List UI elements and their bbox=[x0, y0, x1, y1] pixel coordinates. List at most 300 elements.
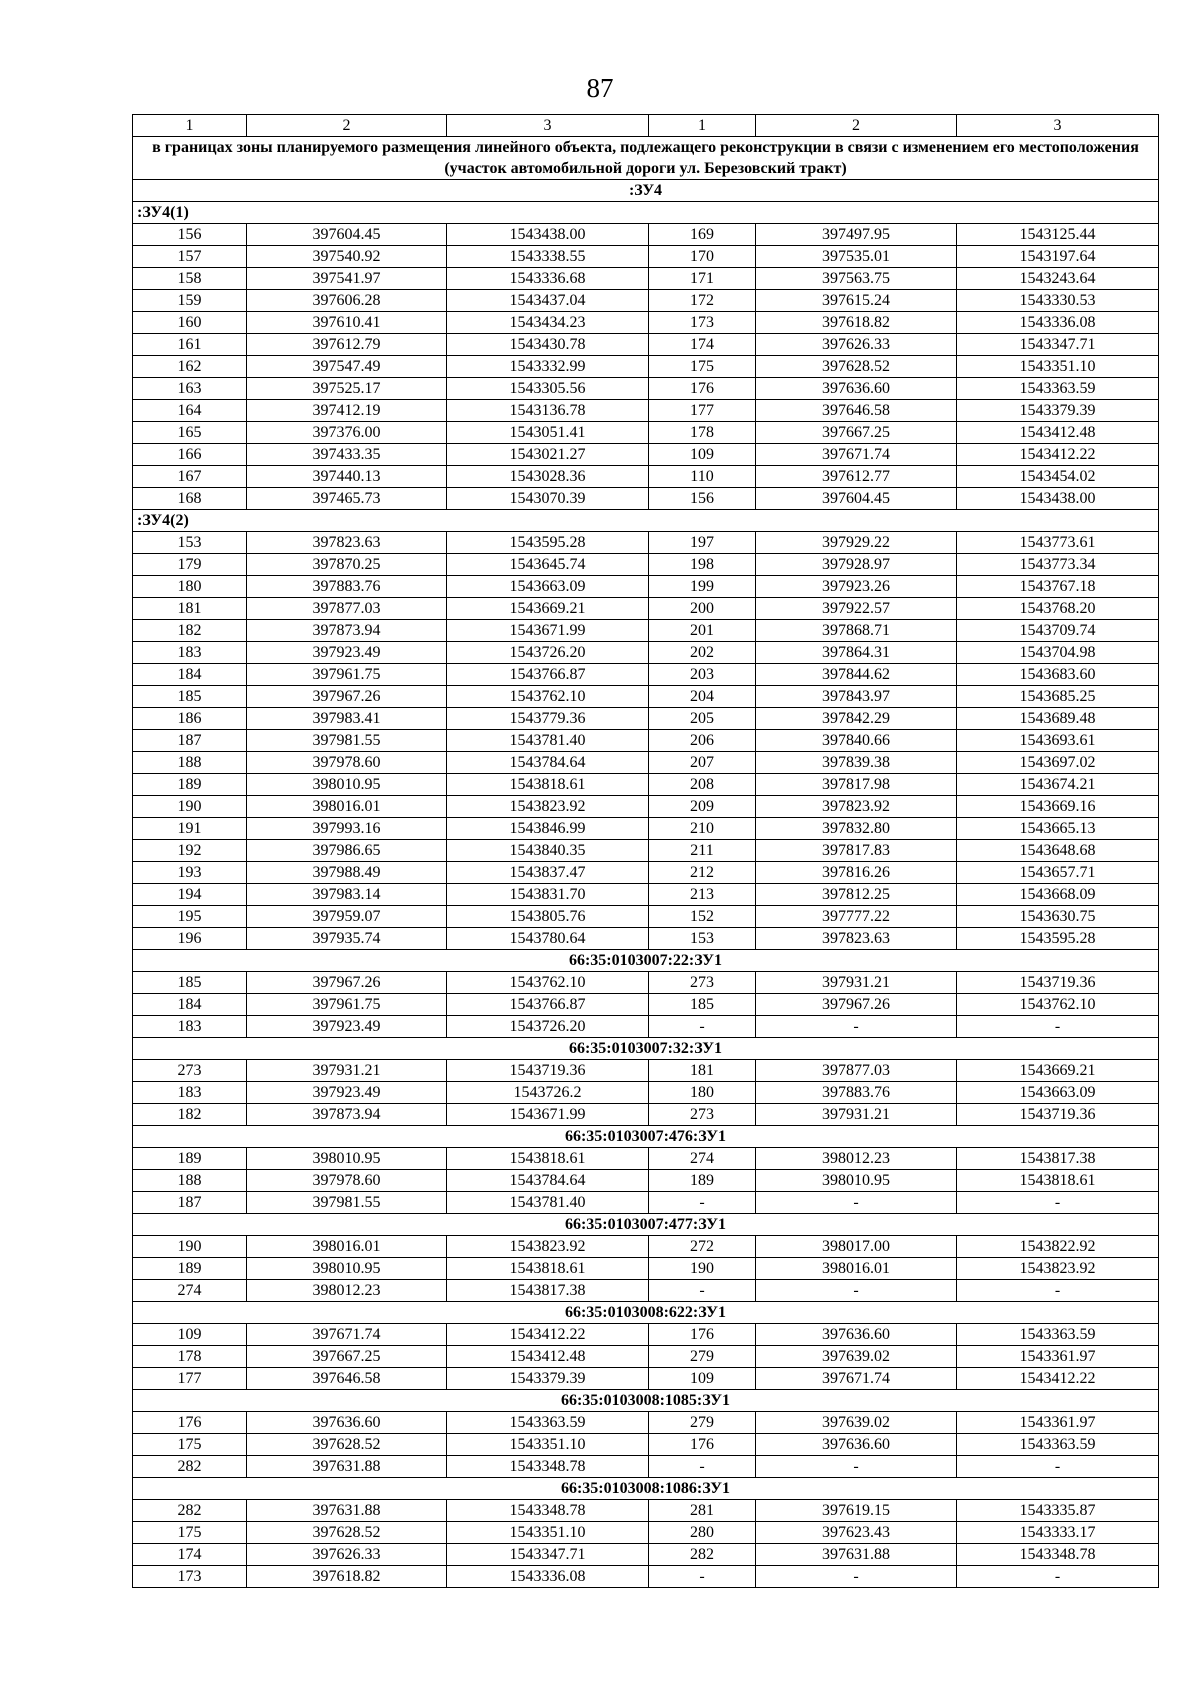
column-header-row bbox=[133, 115, 1159, 137]
x-coordinate-cell: 397671.74 bbox=[756, 444, 957, 466]
point-number-cell: 197 bbox=[649, 532, 756, 554]
y-coordinate-cell: 1543438.00 bbox=[957, 488, 1159, 510]
x-coordinate-cell: - bbox=[756, 1280, 957, 1302]
table-row bbox=[133, 224, 1159, 246]
point-number-cell: 175 bbox=[133, 1522, 247, 1544]
x-coordinate-cell: - bbox=[756, 1456, 957, 1478]
y-coordinate-cell: 1543818.61 bbox=[447, 1148, 649, 1170]
x-coordinate-cell: 397842.29 bbox=[756, 708, 957, 730]
point-number-cell: 211 bbox=[649, 840, 756, 862]
table-row bbox=[133, 1280, 1159, 1302]
y-coordinate-cell: 1543348.78 bbox=[957, 1544, 1159, 1566]
y-coordinate-cell: 1543379.39 bbox=[447, 1368, 649, 1390]
y-coordinate-cell: 1543438.00 bbox=[447, 224, 649, 246]
table-row bbox=[133, 290, 1159, 312]
column-header: 3 bbox=[447, 115, 649, 137]
y-coordinate-cell: 1543669.21 bbox=[447, 598, 649, 620]
y-coordinate-cell: 1543689.48 bbox=[957, 708, 1159, 730]
x-coordinate-cell: 397844.62 bbox=[756, 664, 957, 686]
table-row bbox=[133, 1324, 1159, 1346]
y-coordinate-cell: 1543336.08 bbox=[447, 1566, 649, 1588]
point-number-cell: 177 bbox=[649, 400, 756, 422]
table-row bbox=[133, 400, 1159, 422]
x-coordinate-cell: 397961.75 bbox=[247, 994, 447, 1016]
coordinates-table bbox=[132, 114, 1159, 1588]
column-header: 3 bbox=[957, 115, 1159, 137]
point-number-cell: 199 bbox=[649, 576, 756, 598]
point-number-cell: 175 bbox=[649, 356, 756, 378]
column-header: 1 bbox=[649, 115, 756, 137]
point-number-cell: 174 bbox=[649, 334, 756, 356]
x-coordinate-cell: 397981.55 bbox=[247, 1192, 447, 1214]
y-coordinate-cell: 1543663.09 bbox=[447, 576, 649, 598]
section-title: 66:35:0103007:477:ЗУ1 bbox=[133, 1214, 1159, 1236]
x-coordinate-cell: 397636.60 bbox=[756, 1324, 957, 1346]
section-title: 66:35:0103007:476:ЗУ1 bbox=[133, 1126, 1159, 1148]
point-number-cell: 282 bbox=[649, 1544, 756, 1566]
point-number-cell: 188 bbox=[133, 1170, 247, 1192]
x-coordinate-cell: 397671.74 bbox=[756, 1368, 957, 1390]
x-coordinate-cell: 397628.52 bbox=[756, 356, 957, 378]
table-row bbox=[133, 972, 1159, 994]
y-coordinate-cell: 1543726.20 bbox=[447, 642, 649, 664]
point-number-cell: 188 bbox=[133, 752, 247, 774]
point-number-cell: 109 bbox=[133, 1324, 247, 1346]
x-coordinate-cell: 397986.65 bbox=[247, 840, 447, 862]
point-number-cell: 192 bbox=[133, 840, 247, 862]
point-number-cell: 169 bbox=[649, 224, 756, 246]
point-number-cell: 212 bbox=[649, 862, 756, 884]
x-coordinate-cell: 397877.03 bbox=[247, 598, 447, 620]
x-coordinate-cell: 398016.01 bbox=[247, 1236, 447, 1258]
section-header-row bbox=[133, 1478, 1159, 1500]
y-coordinate-cell: 1543768.20 bbox=[957, 598, 1159, 620]
x-coordinate-cell: 397923.49 bbox=[247, 1082, 447, 1104]
point-number-cell: 110 bbox=[649, 466, 756, 488]
x-coordinate-cell: 397465.73 bbox=[247, 488, 447, 510]
x-coordinate-cell: 397497.95 bbox=[756, 224, 957, 246]
y-coordinate-cell: 1543779.36 bbox=[447, 708, 649, 730]
point-number-cell: 190 bbox=[649, 1258, 756, 1280]
y-coordinate-cell: 1543817.38 bbox=[957, 1148, 1159, 1170]
y-coordinate-cell: 1543726.20 bbox=[447, 1016, 649, 1038]
table-row bbox=[133, 1104, 1159, 1126]
coordinates-table-body bbox=[133, 115, 1159, 1588]
y-coordinate-cell: 1543719.36 bbox=[957, 972, 1159, 994]
x-coordinate-cell: 397823.63 bbox=[756, 928, 957, 950]
point-number-cell: 273 bbox=[133, 1060, 247, 1082]
y-coordinate-cell: 1543685.25 bbox=[957, 686, 1159, 708]
point-number-cell: 181 bbox=[133, 598, 247, 620]
table-row bbox=[133, 642, 1159, 664]
y-coordinate-cell: 1543305.56 bbox=[447, 378, 649, 400]
x-coordinate-cell: 397931.21 bbox=[756, 972, 957, 994]
point-number-cell: 160 bbox=[133, 312, 247, 334]
column-header: 1 bbox=[133, 115, 247, 137]
table-row bbox=[133, 1368, 1159, 1390]
point-number-cell: - bbox=[649, 1192, 756, 1214]
x-coordinate-cell: 398010.95 bbox=[247, 1258, 447, 1280]
subsection-title: :ЗУ4(1) bbox=[133, 202, 1159, 224]
point-number-cell: 178 bbox=[133, 1346, 247, 1368]
y-coordinate-cell: 1543762.10 bbox=[957, 994, 1159, 1016]
point-number-cell: 273 bbox=[649, 972, 756, 994]
x-coordinate-cell: 397812.25 bbox=[756, 884, 957, 906]
x-coordinate-cell: 397923.49 bbox=[247, 642, 447, 664]
point-number-cell: 203 bbox=[649, 664, 756, 686]
y-coordinate-cell: 1543412.22 bbox=[957, 1368, 1159, 1390]
table-row bbox=[133, 598, 1159, 620]
y-coordinate-cell: - bbox=[957, 1456, 1159, 1478]
point-number-cell: 190 bbox=[133, 1236, 247, 1258]
x-coordinate-cell: 397433.35 bbox=[247, 444, 447, 466]
point-number-cell: 279 bbox=[649, 1412, 756, 1434]
point-number-cell: 184 bbox=[133, 994, 247, 1016]
y-coordinate-cell: 1543671.99 bbox=[447, 620, 649, 642]
x-coordinate-cell: 397816.26 bbox=[756, 862, 957, 884]
table-row bbox=[133, 840, 1159, 862]
point-number-cell: 180 bbox=[133, 576, 247, 598]
table-row bbox=[133, 818, 1159, 840]
table-row bbox=[133, 246, 1159, 268]
section-title: 66:35:0103008:1086:ЗУ1 bbox=[133, 1478, 1159, 1500]
y-coordinate-cell: 1543818.61 bbox=[447, 774, 649, 796]
x-coordinate-cell: 397541.97 bbox=[247, 268, 447, 290]
x-coordinate-cell: 397877.03 bbox=[756, 1060, 957, 1082]
table-row bbox=[133, 1456, 1159, 1478]
y-coordinate-cell: 1543412.22 bbox=[447, 1324, 649, 1346]
point-number-cell: 161 bbox=[133, 334, 247, 356]
subsection-header-row bbox=[133, 202, 1159, 224]
x-coordinate-cell: 397823.63 bbox=[247, 532, 447, 554]
point-number-cell: 176 bbox=[133, 1412, 247, 1434]
x-coordinate-cell: 397376.00 bbox=[247, 422, 447, 444]
point-number-cell: - bbox=[649, 1456, 756, 1478]
column-header: 2 bbox=[247, 115, 447, 137]
table-row bbox=[133, 488, 1159, 510]
y-coordinate-cell: 1543348.78 bbox=[447, 1500, 649, 1522]
x-coordinate-cell: 398010.95 bbox=[756, 1170, 957, 1192]
x-coordinate-cell: 397883.76 bbox=[756, 1082, 957, 1104]
point-number-cell: 178 bbox=[649, 422, 756, 444]
x-coordinate-cell: 397618.82 bbox=[247, 1566, 447, 1588]
y-coordinate-cell: 1543028.36 bbox=[447, 466, 649, 488]
y-coordinate-cell: 1543348.78 bbox=[447, 1456, 649, 1478]
y-coordinate-cell: 1543719.36 bbox=[957, 1104, 1159, 1126]
point-number-cell: 202 bbox=[649, 642, 756, 664]
point-number-cell: 189 bbox=[133, 1258, 247, 1280]
y-coordinate-cell: 1543840.35 bbox=[447, 840, 649, 862]
table-row bbox=[133, 1192, 1159, 1214]
x-coordinate-cell: 397667.25 bbox=[756, 422, 957, 444]
y-coordinate-cell: 1543363.59 bbox=[957, 1434, 1159, 1456]
table-row bbox=[133, 928, 1159, 950]
y-coordinate-cell: 1543630.75 bbox=[957, 906, 1159, 928]
table-row bbox=[133, 1522, 1159, 1544]
y-coordinate-cell: 1543773.34 bbox=[957, 554, 1159, 576]
y-coordinate-cell: 1543719.36 bbox=[447, 1060, 649, 1082]
x-coordinate-cell: 397959.07 bbox=[247, 906, 447, 928]
y-coordinate-cell: 1543822.92 bbox=[957, 1236, 1159, 1258]
point-number-cell: 171 bbox=[649, 268, 756, 290]
x-coordinate-cell: 397619.15 bbox=[756, 1500, 957, 1522]
table-row bbox=[133, 1148, 1159, 1170]
x-coordinate-cell: 397525.17 bbox=[247, 378, 447, 400]
point-number-cell: 201 bbox=[649, 620, 756, 642]
x-coordinate-cell: 397646.58 bbox=[756, 400, 957, 422]
column-header: 2 bbox=[756, 115, 957, 137]
y-coordinate-cell: 1543454.02 bbox=[957, 466, 1159, 488]
table-row bbox=[133, 422, 1159, 444]
x-coordinate-cell: 397840.66 bbox=[756, 730, 957, 752]
y-coordinate-cell: 1543668.09 bbox=[957, 884, 1159, 906]
section-title: 66:35:0103008:622:ЗУ1 bbox=[133, 1302, 1159, 1324]
point-number-cell: 168 bbox=[133, 488, 247, 510]
y-coordinate-cell: 1543125.44 bbox=[957, 224, 1159, 246]
x-coordinate-cell: 397961.75 bbox=[247, 664, 447, 686]
x-coordinate-cell: 398017.00 bbox=[756, 1236, 957, 1258]
x-coordinate-cell: 397612.79 bbox=[247, 334, 447, 356]
x-coordinate-cell: 397967.26 bbox=[756, 994, 957, 1016]
x-coordinate-cell: 397612.77 bbox=[756, 466, 957, 488]
table-row bbox=[133, 532, 1159, 554]
x-coordinate-cell: 397864.31 bbox=[756, 642, 957, 664]
x-coordinate-cell: 397832.80 bbox=[756, 818, 957, 840]
y-coordinate-cell: 1543823.92 bbox=[447, 796, 649, 818]
point-number-cell: 205 bbox=[649, 708, 756, 730]
point-number-cell: 153 bbox=[649, 928, 756, 950]
point-number-cell: 207 bbox=[649, 752, 756, 774]
x-coordinate-cell: 397839.38 bbox=[756, 752, 957, 774]
point-number-cell: 176 bbox=[649, 1324, 756, 1346]
y-coordinate-cell: - bbox=[957, 1016, 1159, 1038]
y-coordinate-cell: 1543347.71 bbox=[447, 1544, 649, 1566]
point-number-cell: 109 bbox=[649, 1368, 756, 1390]
point-number-cell: 204 bbox=[649, 686, 756, 708]
x-coordinate-cell: 397873.94 bbox=[247, 1104, 447, 1126]
table-row bbox=[133, 796, 1159, 818]
point-number-cell: 274 bbox=[133, 1280, 247, 1302]
point-number-cell: 166 bbox=[133, 444, 247, 466]
y-coordinate-cell: 1543595.28 bbox=[957, 928, 1159, 950]
x-coordinate-cell: 397646.58 bbox=[247, 1368, 447, 1390]
point-number-cell: 153 bbox=[133, 532, 247, 554]
point-number-cell: 173 bbox=[133, 1566, 247, 1588]
y-coordinate-cell: 1543805.76 bbox=[447, 906, 649, 928]
x-coordinate-cell: - bbox=[756, 1566, 957, 1588]
point-number-cell: 175 bbox=[133, 1434, 247, 1456]
x-coordinate-cell: 398010.95 bbox=[247, 1148, 447, 1170]
point-number-cell: 193 bbox=[133, 862, 247, 884]
x-coordinate-cell: 397535.01 bbox=[756, 246, 957, 268]
x-coordinate-cell: 397636.60 bbox=[756, 1434, 957, 1456]
section-header-row bbox=[133, 950, 1159, 972]
table-row bbox=[133, 268, 1159, 290]
x-coordinate-cell: 397988.49 bbox=[247, 862, 447, 884]
y-coordinate-cell: 1543434.23 bbox=[447, 312, 649, 334]
point-number-cell: - bbox=[649, 1016, 756, 1038]
x-coordinate-cell: 397983.14 bbox=[247, 884, 447, 906]
subsection-title: :ЗУ4(2) bbox=[133, 510, 1159, 532]
point-number-cell: 183 bbox=[133, 1016, 247, 1038]
y-coordinate-cell: 1543330.53 bbox=[957, 290, 1159, 312]
table-title: в границах зоны планируемого размещения линейного объекта, подлежащего реконструкции в связи с изменением его местоположения (участок автомобильной дороги ул. Березовский тракт) bbox=[133, 137, 1159, 180]
table-row bbox=[133, 334, 1159, 356]
x-coordinate-cell: 397931.21 bbox=[247, 1060, 447, 1082]
table-row bbox=[133, 444, 1159, 466]
y-coordinate-cell: 1543351.10 bbox=[447, 1434, 649, 1456]
x-coordinate-cell: - bbox=[756, 1016, 957, 1038]
table-row bbox=[133, 1544, 1159, 1566]
x-coordinate-cell: 397547.49 bbox=[247, 356, 447, 378]
point-number-cell: 282 bbox=[133, 1456, 247, 1478]
x-coordinate-cell: 397618.82 bbox=[756, 312, 957, 334]
table-row bbox=[133, 466, 1159, 488]
y-coordinate-cell: 1543784.64 bbox=[447, 1170, 649, 1192]
table-row bbox=[133, 1236, 1159, 1258]
table-row bbox=[133, 994, 1159, 1016]
section-header-row bbox=[133, 180, 1159, 202]
table-row bbox=[133, 708, 1159, 730]
point-number-cell: 206 bbox=[649, 730, 756, 752]
x-coordinate-cell: 397631.88 bbox=[247, 1500, 447, 1522]
x-coordinate-cell: 397817.98 bbox=[756, 774, 957, 796]
point-number-cell: 281 bbox=[649, 1500, 756, 1522]
y-coordinate-cell: 1543336.08 bbox=[957, 312, 1159, 334]
section-header-row bbox=[133, 1390, 1159, 1412]
y-coordinate-cell: 1543726.2 bbox=[447, 1082, 649, 1104]
y-coordinate-cell: 1543336.68 bbox=[447, 268, 649, 290]
table-row bbox=[133, 1258, 1159, 1280]
y-coordinate-cell: 1543693.61 bbox=[957, 730, 1159, 752]
table-row bbox=[133, 730, 1159, 752]
table-row bbox=[133, 1170, 1159, 1192]
x-coordinate-cell: 397671.74 bbox=[247, 1324, 447, 1346]
y-coordinate-cell: 1543697.02 bbox=[957, 752, 1159, 774]
y-coordinate-cell: 1543412.48 bbox=[957, 422, 1159, 444]
point-number-cell: 180 bbox=[649, 1082, 756, 1104]
y-coordinate-cell: 1543363.59 bbox=[447, 1412, 649, 1434]
y-coordinate-cell: 1543351.10 bbox=[447, 1522, 649, 1544]
point-number-cell: 156 bbox=[133, 224, 247, 246]
point-number-cell: 181 bbox=[649, 1060, 756, 1082]
section-title: 66:35:0103008:1085:ЗУ1 bbox=[133, 1390, 1159, 1412]
x-coordinate-cell: 397923.49 bbox=[247, 1016, 447, 1038]
y-coordinate-cell: 1543837.47 bbox=[447, 862, 649, 884]
point-number-cell: 157 bbox=[133, 246, 247, 268]
y-coordinate-cell: 1543412.48 bbox=[447, 1346, 649, 1368]
y-coordinate-cell: 1543773.61 bbox=[957, 532, 1159, 554]
table-row bbox=[133, 1082, 1159, 1104]
x-coordinate-cell: 397923.26 bbox=[756, 576, 957, 598]
point-number-cell: 164 bbox=[133, 400, 247, 422]
x-coordinate-cell: 397929.22 bbox=[756, 532, 957, 554]
y-coordinate-cell: 1543817.38 bbox=[447, 1280, 649, 1302]
point-number-cell: 109 bbox=[649, 444, 756, 466]
y-coordinate-cell: 1543361.97 bbox=[957, 1412, 1159, 1434]
y-coordinate-cell: 1543766.87 bbox=[447, 994, 649, 1016]
x-coordinate-cell: 397931.21 bbox=[756, 1104, 957, 1126]
x-coordinate-cell: 397967.26 bbox=[247, 686, 447, 708]
point-number-cell: 282 bbox=[133, 1500, 247, 1522]
point-number-cell: 209 bbox=[649, 796, 756, 818]
y-coordinate-cell: 1543704.98 bbox=[957, 642, 1159, 664]
y-coordinate-cell: 1543709.74 bbox=[957, 620, 1159, 642]
x-coordinate-cell: 397983.41 bbox=[247, 708, 447, 730]
y-coordinate-cell: 1543683.60 bbox=[957, 664, 1159, 686]
x-coordinate-cell: 397606.28 bbox=[247, 290, 447, 312]
table-row bbox=[133, 664, 1159, 686]
point-number-cell: 184 bbox=[133, 664, 247, 686]
table-row bbox=[133, 1060, 1159, 1082]
point-number-cell: 186 bbox=[133, 708, 247, 730]
point-number-cell: 194 bbox=[133, 884, 247, 906]
y-coordinate-cell: 1543338.55 bbox=[447, 246, 649, 268]
section-title: 66:35:0103007:32:ЗУ1 bbox=[133, 1038, 1159, 1060]
section-header-row bbox=[133, 1302, 1159, 1324]
y-coordinate-cell: 1543197.64 bbox=[957, 246, 1159, 268]
y-coordinate-cell: 1543332.99 bbox=[447, 356, 649, 378]
y-coordinate-cell: 1543437.04 bbox=[447, 290, 649, 312]
y-coordinate-cell: 1543669.21 bbox=[957, 1060, 1159, 1082]
subsection-header-row bbox=[133, 510, 1159, 532]
x-coordinate-cell: 397626.33 bbox=[247, 1544, 447, 1566]
point-number-cell: 272 bbox=[649, 1236, 756, 1258]
y-coordinate-cell: 1543831.70 bbox=[447, 884, 649, 906]
point-number-cell: 183 bbox=[133, 642, 247, 664]
point-number-cell: 273 bbox=[649, 1104, 756, 1126]
point-number-cell: 210 bbox=[649, 818, 756, 840]
point-number-cell: 191 bbox=[133, 818, 247, 840]
section-header-row bbox=[133, 1038, 1159, 1060]
point-number-cell: 163 bbox=[133, 378, 247, 400]
table-row bbox=[133, 774, 1159, 796]
table-row bbox=[133, 378, 1159, 400]
x-coordinate-cell: 397615.24 bbox=[756, 290, 957, 312]
y-coordinate-cell: 1543665.13 bbox=[957, 818, 1159, 840]
table-row bbox=[133, 576, 1159, 598]
x-coordinate-cell: 397978.60 bbox=[247, 752, 447, 774]
table-row bbox=[133, 1016, 1159, 1038]
section-header-row bbox=[133, 1126, 1159, 1148]
y-coordinate-cell: 1543243.64 bbox=[957, 268, 1159, 290]
x-coordinate-cell: 397967.26 bbox=[247, 972, 447, 994]
x-coordinate-cell: 397540.92 bbox=[247, 246, 447, 268]
x-coordinate-cell: - bbox=[756, 1192, 957, 1214]
point-number-cell: 174 bbox=[133, 1544, 247, 1566]
point-number-cell: 185 bbox=[133, 972, 247, 994]
x-coordinate-cell: 397631.88 bbox=[756, 1544, 957, 1566]
y-coordinate-cell: 1543363.59 bbox=[957, 1324, 1159, 1346]
table-row bbox=[133, 554, 1159, 576]
y-coordinate-cell: 1543136.78 bbox=[447, 400, 649, 422]
x-coordinate-cell: 397610.41 bbox=[247, 312, 447, 334]
x-coordinate-cell: 397883.76 bbox=[247, 576, 447, 598]
table-row bbox=[133, 1346, 1159, 1368]
point-number-cell: 279 bbox=[649, 1346, 756, 1368]
point-number-cell: 182 bbox=[133, 1104, 247, 1126]
y-coordinate-cell: 1543657.71 bbox=[957, 862, 1159, 884]
y-coordinate-cell: 1543823.92 bbox=[957, 1258, 1159, 1280]
x-coordinate-cell: 397639.02 bbox=[756, 1346, 957, 1368]
x-coordinate-cell: 397639.02 bbox=[756, 1412, 957, 1434]
point-number-cell: 189 bbox=[133, 1148, 247, 1170]
point-number-cell: 152 bbox=[649, 906, 756, 928]
point-number-cell: 274 bbox=[649, 1148, 756, 1170]
y-coordinate-cell: 1543762.10 bbox=[447, 686, 649, 708]
point-number-cell: 189 bbox=[649, 1170, 756, 1192]
section-header-row bbox=[133, 1214, 1159, 1236]
